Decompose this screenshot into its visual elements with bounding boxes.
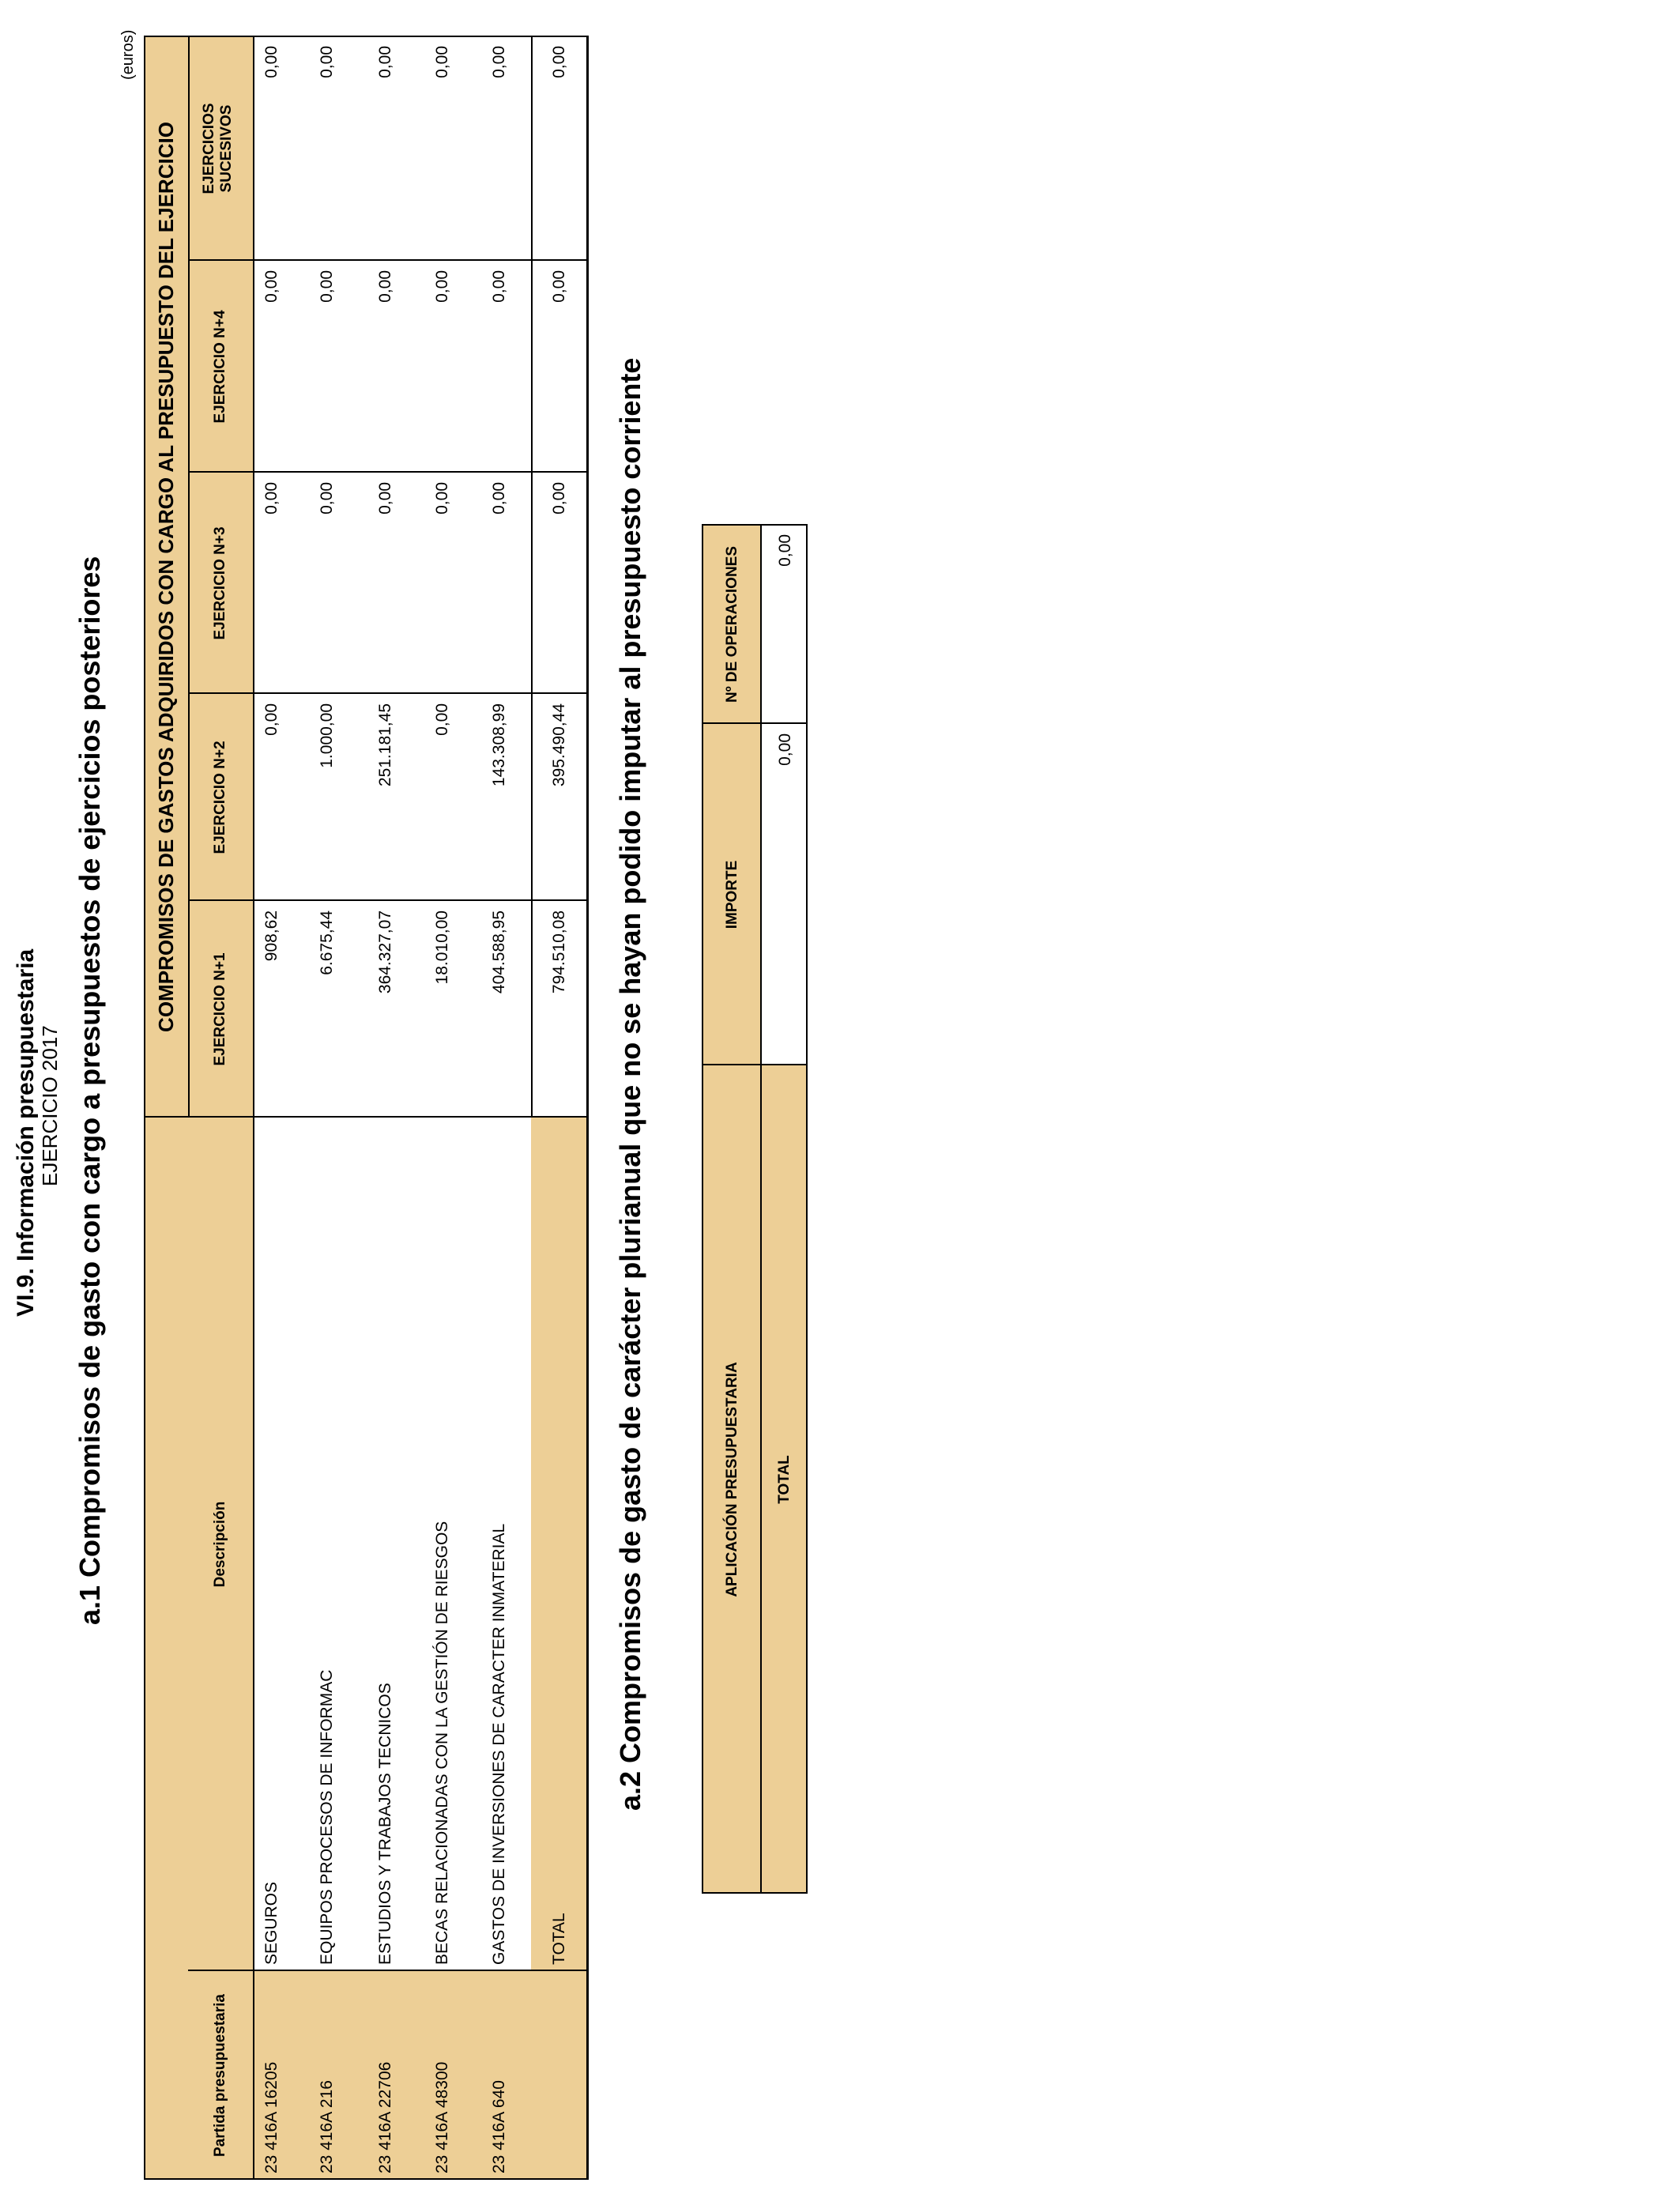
total-n1: 794.510,08 [550,910,568,994]
table-a1-title: a.1 Compromisos de gasto con cargo a presupuestos de ejercicios posteriores [73,556,106,1625]
cell-descripcion: EQUIPOS PROCESOS DE INFORMAC [318,1669,336,1965]
cell-sucesivos: 0,00 [433,46,451,78]
col-header-n2: EJERCICIO N+2 [212,741,228,854]
cell-n2: 143.308,99 [490,703,508,787]
col-header-partida: Partida presupuestaria [212,1994,228,2157]
cell-n1: 6.675,44 [318,910,336,975]
a2-total-operaciones: 0,00 [776,534,794,567]
cell-descripcion: BECAS RELACIONADAS CON LA GESTIÓN DE RIESGOS [433,1521,451,1965]
units-label: (euros) [119,29,137,80]
cell-descripcion: SEGUROS [262,1881,281,1965]
cell-partida: 23 416A 22706 [376,2061,394,2173]
a2-col-header-importe: IMPORTE [724,860,740,929]
col-header-descripcion: Descripción [212,1501,228,1588]
cell-n3: 0,00 [433,482,451,515]
cell-n1: 908,62 [262,910,281,962]
cell-n4: 0,00 [433,270,451,303]
cell-n4: 0,00 [376,270,394,303]
table-a2-title: a.2 Compromisos de gasto de carácter plurianual que no se hayan podido imputar al presupuesto corriente [614,357,646,1811]
cell-sucesivos: 0,00 [376,46,394,78]
col-header-sucesivos: EJERCICIOS SUCESIVOS [201,103,235,194]
cell-n1: 364.327,07 [376,910,394,994]
cell-n2: 0,00 [433,703,451,736]
cell-partida: 23 416A 48300 [433,2061,451,2173]
page-year: EJERCICIO 2017 [38,1025,62,1186]
cell-n4: 0,00 [318,270,336,303]
a1-group-header: COMPROMISOS DE GASTOS ADQUIRIDOS CON CARGO AL PRESUPUESTO DEL EJERCICIO [154,122,178,1032]
cell-descripcion: GASTOS DE INVERSIONES DE CARACTER INMATERIAL [490,1523,508,1965]
total-n4: 0,00 [550,270,568,303]
a2-col-header-aplicacion: APLICACIÓN PRESUPUESTARIA [724,1362,740,1597]
cell-n3: 0,00 [490,482,508,515]
cell-sucesivos: 0,00 [490,46,508,78]
cell-n2: 1.000,00 [318,703,336,768]
cell-n2: 251.181,45 [376,703,394,787]
page-title: VI.9. Información presupuestaria [13,948,39,1317]
cell-n3: 0,00 [262,482,281,515]
cell-n4: 0,00 [490,270,508,303]
a1-total-row-fill [531,1118,587,2180]
cell-n1: 404.588,95 [490,910,508,994]
cell-n3: 0,00 [318,482,336,515]
cell-partida: 23 416A 216 [318,2080,336,2173]
cell-partida: 23 416A 640 [490,2080,508,2173]
col-header-n3: EJERCICIO N+3 [212,526,228,640]
cell-n3: 0,00 [376,482,394,515]
a2-total-label: TOTAL [776,1455,793,1504]
a2-total-importe: 0,00 [776,733,794,766]
col-header-n4: EJERCICIO N+4 [212,310,228,424]
total-sucesivos: 0,00 [550,46,568,78]
total-label: TOTAL [550,1913,568,1965]
total-n2: 395.490,44 [550,703,568,787]
cell-n1: 18.010,00 [433,910,451,985]
cell-sucesivos: 0,00 [262,46,281,78]
total-n3: 0,00 [550,482,568,515]
cell-n2: 0,00 [262,703,281,736]
col-header-n1: EJERCICIO N+1 [212,952,228,1066]
cell-descripcion: ESTUDIOS Y TRABAJOS TECNICOS [376,1683,394,1965]
a2-col-header-operaciones: Nº DE OPERACIONES [724,545,740,703]
cell-partida: 23 416A 16205 [262,2061,281,2173]
cell-n4: 0,00 [262,270,281,303]
cell-sucesivos: 0,00 [318,46,336,78]
